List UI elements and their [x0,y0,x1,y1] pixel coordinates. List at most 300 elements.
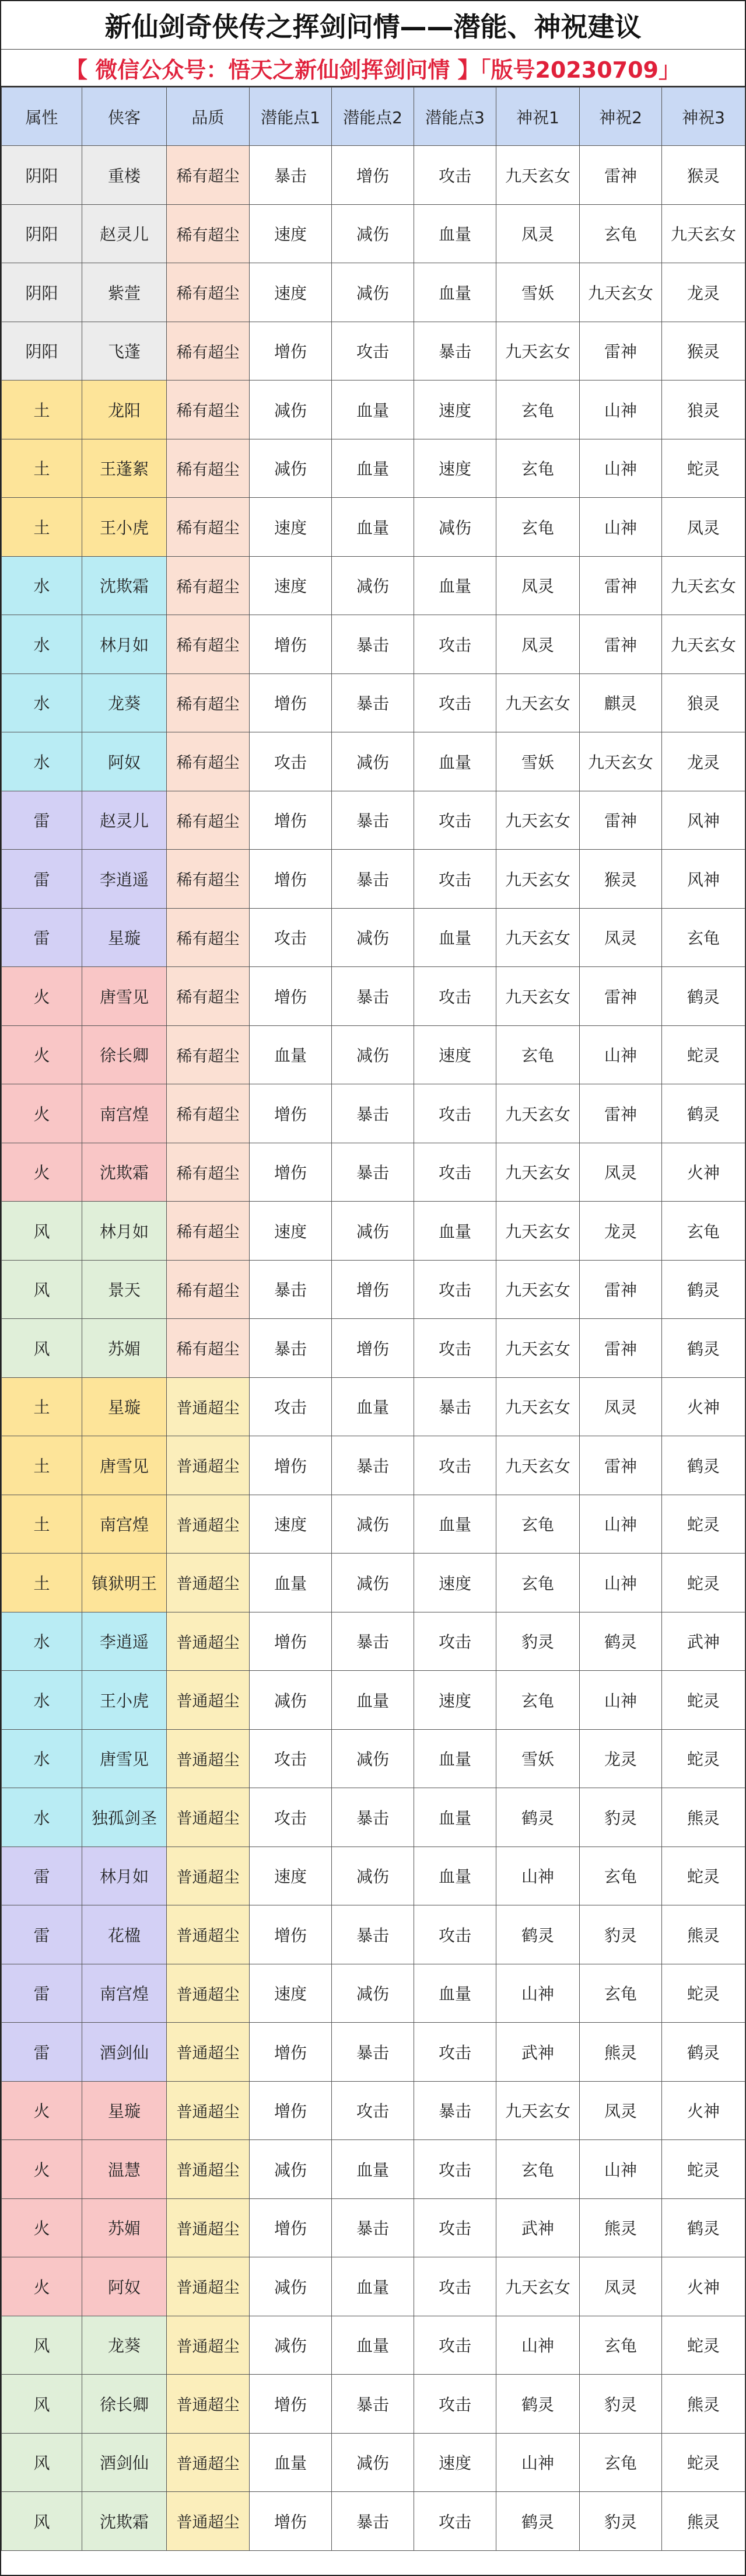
blessing2-cell: 雷神 [580,1319,662,1378]
potential2-cell: 血量 [332,1671,414,1730]
hero-cell: 星璇 [82,908,167,967]
blessing1-cell: 玄龟 [496,1671,580,1730]
blessing3-cell: 九天玄女 [662,556,745,615]
potential3-cell: 血量 [414,263,496,322]
potential1-cell: 增伤 [250,1612,332,1671]
blessing1-cell: 雪妖 [496,1729,580,1788]
quality-cell: 普通超尘 [167,2375,250,2434]
hero-cell: 唐雪见 [82,967,167,1026]
attribute-cell: 水 [2,1729,82,1788]
hero-cell: 林月如 [82,1202,167,1261]
potential1-cell: 增伤 [250,2375,332,2434]
potential2-cell: 血量 [332,2140,414,2199]
potential2-cell: 暴击 [332,1612,414,1671]
table-row [2,1436,745,1495]
quality-cell: 稀有超尘 [167,1319,250,1378]
blessing3-cell: 凤灵 [662,498,745,557]
potential3-cell: 攻击 [414,850,496,909]
quality-cell: 稀有超尘 [167,322,250,381]
blessing1-cell: 九天玄女 [496,673,580,732]
attribute-cell: 水 [2,673,82,732]
potential1-cell: 增伤 [250,2492,332,2551]
potential2-cell: 暴击 [332,1436,414,1495]
blessing3-cell: 蛇灵 [662,1847,745,1905]
potential2-cell: 增伤 [332,1319,414,1378]
table-row [2,381,745,439]
hero-cell: 酒剑仙 [82,2023,167,2082]
blessing2-cell: 豹灵 [580,2375,662,2434]
potential1-cell: 速度 [250,556,332,615]
blessing1-cell: 武神 [496,2198,580,2257]
potential3-cell: 血量 [414,1964,496,2023]
blessing1-cell: 玄龟 [496,498,580,557]
hero-cell: 李逍遥 [82,1612,167,1671]
attribute-cell: 阴阳 [2,322,82,381]
attribute-cell: 雷 [2,908,82,967]
blessing1-cell: 豹灵 [496,1612,580,1671]
blessing3-cell: 九天玄女 [662,204,745,263]
table-row [2,2257,745,2316]
potential2-cell: 暴击 [332,2023,414,2082]
blessing1-cell: 玄龟 [496,381,580,439]
hero-cell: 龙葵 [82,673,167,732]
attribute-cell: 水 [2,1612,82,1671]
blessing2-cell: 豹灵 [580,1788,662,1847]
blessing1-cell: 山神 [496,2316,580,2375]
table-row [2,1671,745,1730]
potential2-cell: 暴击 [332,1143,414,1202]
hero-cell: 赵灵儿 [82,204,167,263]
col-quality-header: 品质 [167,88,250,146]
blessing1-cell: 武神 [496,2023,580,2082]
hero-cell: 唐雪见 [82,1729,167,1788]
attribute-cell: 火 [2,2081,82,2140]
table-row [2,1905,745,1964]
blessing1-cell: 九天玄女 [496,908,580,967]
attribute-cell: 水 [2,556,82,615]
table-row [2,791,745,850]
potential1-cell: 攻击 [250,1788,332,1847]
blessing2-cell: 山神 [580,439,662,498]
potential3-cell: 攻击 [414,2492,496,2551]
attribute-cell: 火 [2,1084,82,1143]
table-body [2,146,745,2551]
potential3-cell: 暴击 [414,1377,496,1436]
blessing3-cell: 鹤灵 [662,2198,745,2257]
hero-cell: 酒剑仙 [82,2433,167,2492]
table-row [2,1143,745,1202]
potential1-cell: 增伤 [250,1905,332,1964]
potential1-cell: 增伤 [250,2198,332,2257]
potential2-cell: 血量 [332,2316,414,2375]
blessing1-cell: 凤灵 [496,556,580,615]
blessing2-cell: 雷神 [580,791,662,850]
potential1-cell: 增伤 [250,2023,332,2082]
hero-cell: 飞蓬 [82,322,167,381]
blessing3-cell: 火神 [662,2257,745,2316]
attribute-cell: 风 [2,2316,82,2375]
table-row [2,732,745,791]
quality-cell: 稀有超尘 [167,1084,250,1143]
hero-cell: 王小虎 [82,1671,167,1730]
potential3-cell: 速度 [414,1671,496,1730]
attribute-cell: 雷 [2,1964,82,2023]
attribute-cell: 阴阳 [2,204,82,263]
blessing1-cell: 九天玄女 [496,2081,580,2140]
blessing3-cell: 蛇灵 [662,439,745,498]
hero-cell: 阿奴 [82,2257,167,2316]
blessing1-cell: 鹤灵 [496,1788,580,1847]
quality-cell: 普通超尘 [167,2140,250,2199]
potential3-cell: 速度 [414,1554,496,1612]
attribute-cell: 水 [2,1788,82,1847]
hero-cell: 星璇 [82,1377,167,1436]
table-row [2,908,745,967]
quality-cell: 普通超尘 [167,1377,250,1436]
potential1-cell: 攻击 [250,908,332,967]
potential1-cell: 速度 [250,1847,332,1905]
potential3-cell: 攻击 [414,1612,496,1671]
attribute-cell: 土 [2,439,82,498]
attribute-cell: 阴阳 [2,263,82,322]
blessing3-cell: 九天玄女 [662,615,745,674]
blessing1-cell: 九天玄女 [496,1143,580,1202]
attribute-cell: 雷 [2,2023,82,2082]
potential2-cell: 减伤 [332,1847,414,1905]
potential2-cell: 血量 [332,381,414,439]
attribute-cell: 火 [2,2257,82,2316]
potential3-cell: 攻击 [414,2198,496,2257]
blessing3-cell: 鹤灵 [662,2023,745,2082]
table-row [2,1377,745,1436]
potential3-cell: 暴击 [414,2081,496,2140]
potential3-cell: 攻击 [414,1436,496,1495]
blessing3-cell: 玄龟 [662,908,745,967]
potential1-cell: 增伤 [250,2081,332,2140]
table-row [2,263,745,322]
potential2-cell: 暴击 [332,2198,414,2257]
attribute-cell: 风 [2,2375,82,2434]
table-row [2,146,745,205]
quality-cell: 普通超尘 [167,1671,250,1730]
table-row [2,673,745,732]
potential1-cell: 暴击 [250,146,332,205]
potential1-cell: 增伤 [250,791,332,850]
blessing2-cell: 玄龟 [580,1964,662,2023]
potential3-cell: 血量 [414,1202,496,1261]
quality-cell: 稀有超尘 [167,732,250,791]
page-title: 新仙剑奇侠传之挥剑问情——潜能、神祝建议 [1,1,745,50]
table-row [2,1319,745,1378]
quality-cell: 普通超尘 [167,1612,250,1671]
potential2-cell: 减伤 [332,556,414,615]
blessing1-cell: 鹤灵 [496,2492,580,2551]
potential3-cell: 攻击 [414,1319,496,1378]
col-hero-header: 侠客 [82,88,167,146]
potential3-cell: 攻击 [414,1084,496,1143]
blessing1-cell: 玄龟 [496,1554,580,1612]
table-row [2,556,745,615]
potential3-cell: 血量 [414,1729,496,1788]
attribute-cell: 阴阳 [2,146,82,205]
blessing3-cell: 火神 [662,2081,745,2140]
blessing3-cell: 熊灵 [662,2492,745,2551]
hero-cell: 徐长卿 [82,2375,167,2434]
potential3-cell: 暴击 [414,322,496,381]
potential2-cell: 暴击 [332,850,414,909]
hero-cell: 徐长卿 [82,1025,167,1084]
table-row [2,1847,745,1905]
potential3-cell: 速度 [414,1025,496,1084]
potential3-cell: 攻击 [414,2140,496,2199]
potential2-cell: 增伤 [332,146,414,205]
table-row [2,1612,745,1671]
quality-cell: 普通超尘 [167,2081,250,2140]
attribute-cell: 水 [2,615,82,674]
table-row [2,2023,745,2082]
potential1-cell: 增伤 [250,673,332,732]
table-row [2,2198,745,2257]
potential1-cell: 增伤 [250,615,332,674]
hero-cell: 景天 [82,1260,167,1319]
quality-cell: 稀有超尘 [167,1202,250,1261]
blessing3-cell: 武神 [662,1612,745,1671]
potential3-cell: 攻击 [414,673,496,732]
col-blessing2-header: 神祝2 [580,88,662,146]
table-row [2,498,745,557]
table-row [2,1495,745,1554]
table-row [2,1202,745,1261]
blessing2-cell: 玄龟 [580,2316,662,2375]
blessing1-cell: 九天玄女 [496,1377,580,1436]
attribute-cell: 雷 [2,791,82,850]
attribute-cell: 土 [2,498,82,557]
blessing2-cell: 玄龟 [580,2433,662,2492]
potential2-cell: 暴击 [332,673,414,732]
blessing3-cell: 狼灵 [662,673,745,732]
blessing3-cell: 熊灵 [662,2375,745,2434]
attribute-cell: 风 [2,1319,82,1378]
potential1-cell: 增伤 [250,1084,332,1143]
blessing1-cell: 凤灵 [496,204,580,263]
potential3-cell: 速度 [414,2433,496,2492]
blessing3-cell: 龙灵 [662,263,745,322]
quality-cell: 普通超尘 [167,2023,250,2082]
blessing2-cell: 豹灵 [580,2492,662,2551]
quality-cell: 普通超尘 [167,1847,250,1905]
blessing3-cell: 蛇灵 [662,1671,745,1730]
blessing3-cell: 火神 [662,1143,745,1202]
quality-cell: 普通超尘 [167,2257,250,2316]
potential2-cell: 暴击 [332,1084,414,1143]
quality-cell: 稀有超尘 [167,908,250,967]
potential3-cell: 攻击 [414,791,496,850]
table-row [2,439,745,498]
quality-cell: 稀有超尘 [167,146,250,205]
hero-cell: 南宫煌 [82,1495,167,1554]
potential3-cell: 血量 [414,1788,496,1847]
blessing1-cell: 九天玄女 [496,1084,580,1143]
table-row [2,2316,745,2375]
potential1-cell: 减伤 [250,381,332,439]
blessing2-cell: 龙灵 [580,1202,662,1261]
table-header [2,88,745,146]
blessing1-cell: 九天玄女 [496,322,580,381]
potential1-cell: 增伤 [250,1436,332,1495]
blessing3-cell: 蛇灵 [662,1964,745,2023]
quality-cell: 普通超尘 [167,1495,250,1554]
blessing2-cell: 龙灵 [580,1729,662,1788]
blessing1-cell: 九天玄女 [496,1202,580,1261]
potential1-cell: 血量 [250,1554,332,1612]
blessing1-cell: 九天玄女 [496,967,580,1026]
blessing2-cell: 雷神 [580,967,662,1026]
blessing3-cell: 鹤灵 [662,1436,745,1495]
blessing2-cell: 山神 [580,1671,662,1730]
blessing1-cell: 鹤灵 [496,2375,580,2434]
potential1-cell: 减伤 [250,1671,332,1730]
quality-cell: 稀有超尘 [167,791,250,850]
attribute-cell: 火 [2,1025,82,1084]
blessing3-cell: 狼灵 [662,381,745,439]
blessing1-cell: 玄龟 [496,2140,580,2199]
blessing2-cell: 豹灵 [580,1905,662,1964]
potential2-cell: 暴击 [332,967,414,1026]
potential3-cell: 血量 [414,204,496,263]
attribute-cell: 土 [2,381,82,439]
hero-cell: 王小虎 [82,498,167,557]
table-row [2,2140,745,2199]
blessing3-cell: 熊灵 [662,1788,745,1847]
quality-cell: 稀有超尘 [167,1260,250,1319]
table-row [2,1788,745,1847]
potential1-cell: 血量 [250,1025,332,1084]
blessing2-cell: 雷神 [580,146,662,205]
table-row [2,322,745,381]
blessing3-cell: 蛇灵 [662,2433,745,2492]
table-row [2,1554,745,1612]
hero-cell: 龙葵 [82,2316,167,2375]
blessing3-cell: 鹤灵 [662,1260,745,1319]
blessing1-cell: 玄龟 [496,1025,580,1084]
blessing2-cell: 山神 [580,2140,662,2199]
blessing1-cell: 九天玄女 [496,850,580,909]
potential3-cell: 攻击 [414,2023,496,2082]
blessing3-cell: 玄龟 [662,1202,745,1261]
hero-cell: 镇狱明王 [82,1554,167,1612]
blessing2-cell: 凤灵 [580,1143,662,1202]
potential1-cell: 速度 [250,498,332,557]
potential3-cell: 速度 [414,439,496,498]
potential1-cell: 减伤 [250,439,332,498]
quality-cell: 稀有超尘 [167,381,250,439]
table-row [2,204,745,263]
potential2-cell: 减伤 [332,1202,414,1261]
potential3-cell: 攻击 [414,967,496,1026]
attribute-cell: 风 [2,1260,82,1319]
quality-cell: 稀有超尘 [167,673,250,732]
potential1-cell: 增伤 [250,322,332,381]
attribute-cell: 火 [2,2140,82,2199]
quality-cell: 普通超尘 [167,2492,250,2551]
potential3-cell: 攻击 [414,2375,496,2434]
quality-cell: 稀有超尘 [167,263,250,322]
potential2-cell: 暴击 [332,791,414,850]
quality-cell: 普通超尘 [167,2433,250,2492]
potential1-cell: 暴击 [250,1319,332,1378]
potential2-cell: 减伤 [332,263,414,322]
blessing2-cell: 山神 [580,1495,662,1554]
potential1-cell: 攻击 [250,1377,332,1436]
quality-cell: 普通超尘 [167,1554,250,1612]
potential3-cell: 攻击 [414,1143,496,1202]
blessing2-cell: 猴灵 [580,850,662,909]
col-blessing3-header: 神祝3 [662,88,745,146]
blessing1-cell: 九天玄女 [496,2257,580,2316]
potential2-cell: 减伤 [332,204,414,263]
quality-cell: 普通超尘 [167,2198,250,2257]
quality-cell: 稀有超尘 [167,1025,250,1084]
blessing1-cell: 九天玄女 [496,1260,580,1319]
blessing2-cell: 玄龟 [580,204,662,263]
potential3-cell: 攻击 [414,2316,496,2375]
hero-cell: 唐雪见 [82,1436,167,1495]
table-row [2,615,745,674]
potential3-cell: 速度 [414,381,496,439]
potential2-cell: 暴击 [332,2492,414,2551]
table-row [2,2492,745,2551]
hero-cell: 温慧 [82,2140,167,2199]
blessing2-cell: 山神 [580,1554,662,1612]
attribute-cell: 雷 [2,1905,82,1964]
hero-cell: 独孤剑圣 [82,1788,167,1847]
blessing3-cell: 蛇灵 [662,2140,745,2199]
table-row [2,1025,745,1084]
attribute-cell: 水 [2,1671,82,1730]
blessing1-cell: 九天玄女 [496,791,580,850]
hero-cell: 南宫煌 [82,1084,167,1143]
blessing2-cell: 雷神 [580,556,662,615]
blessing3-cell: 蛇灵 [662,1495,745,1554]
page-subtitle [1,50,745,87]
quality-cell: 稀有超尘 [167,1143,250,1202]
hero-cell: 南宫煌 [82,1964,167,2023]
table-row [2,1964,745,2023]
quality-cell: 普通超尘 [167,2316,250,2375]
potential1-cell: 减伤 [250,2140,332,2199]
table-row [2,2081,745,2140]
attribute-cell: 火 [2,967,82,1026]
blessing2-cell: 雷神 [580,1436,662,1495]
blessing1-cell: 山神 [496,2433,580,2492]
blessing3-cell: 鹤灵 [662,1084,745,1143]
blessing3-cell: 蛇灵 [662,2316,745,2375]
potential3-cell: 血量 [414,556,496,615]
potential2-cell: 血量 [332,439,414,498]
attribute-cell: 水 [2,732,82,791]
blessing2-cell: 九天玄女 [580,732,662,791]
col-potential2-header: 潜能点2 [332,88,414,146]
potential1-cell: 攻击 [250,1729,332,1788]
blessing2-cell: 雷神 [580,1260,662,1319]
hero-cell: 林月如 [82,615,167,674]
hero-cell: 赵灵儿 [82,791,167,850]
table-row [2,1260,745,1319]
hero-cell: 花楹 [82,1905,167,1964]
quality-cell: 普通超尘 [167,1788,250,1847]
blessing2-cell: 雷神 [580,615,662,674]
subtitle-text: 【 微信公众号：悟天之新仙剑挥剑问情 】「版号20230709」 [65,57,681,83]
